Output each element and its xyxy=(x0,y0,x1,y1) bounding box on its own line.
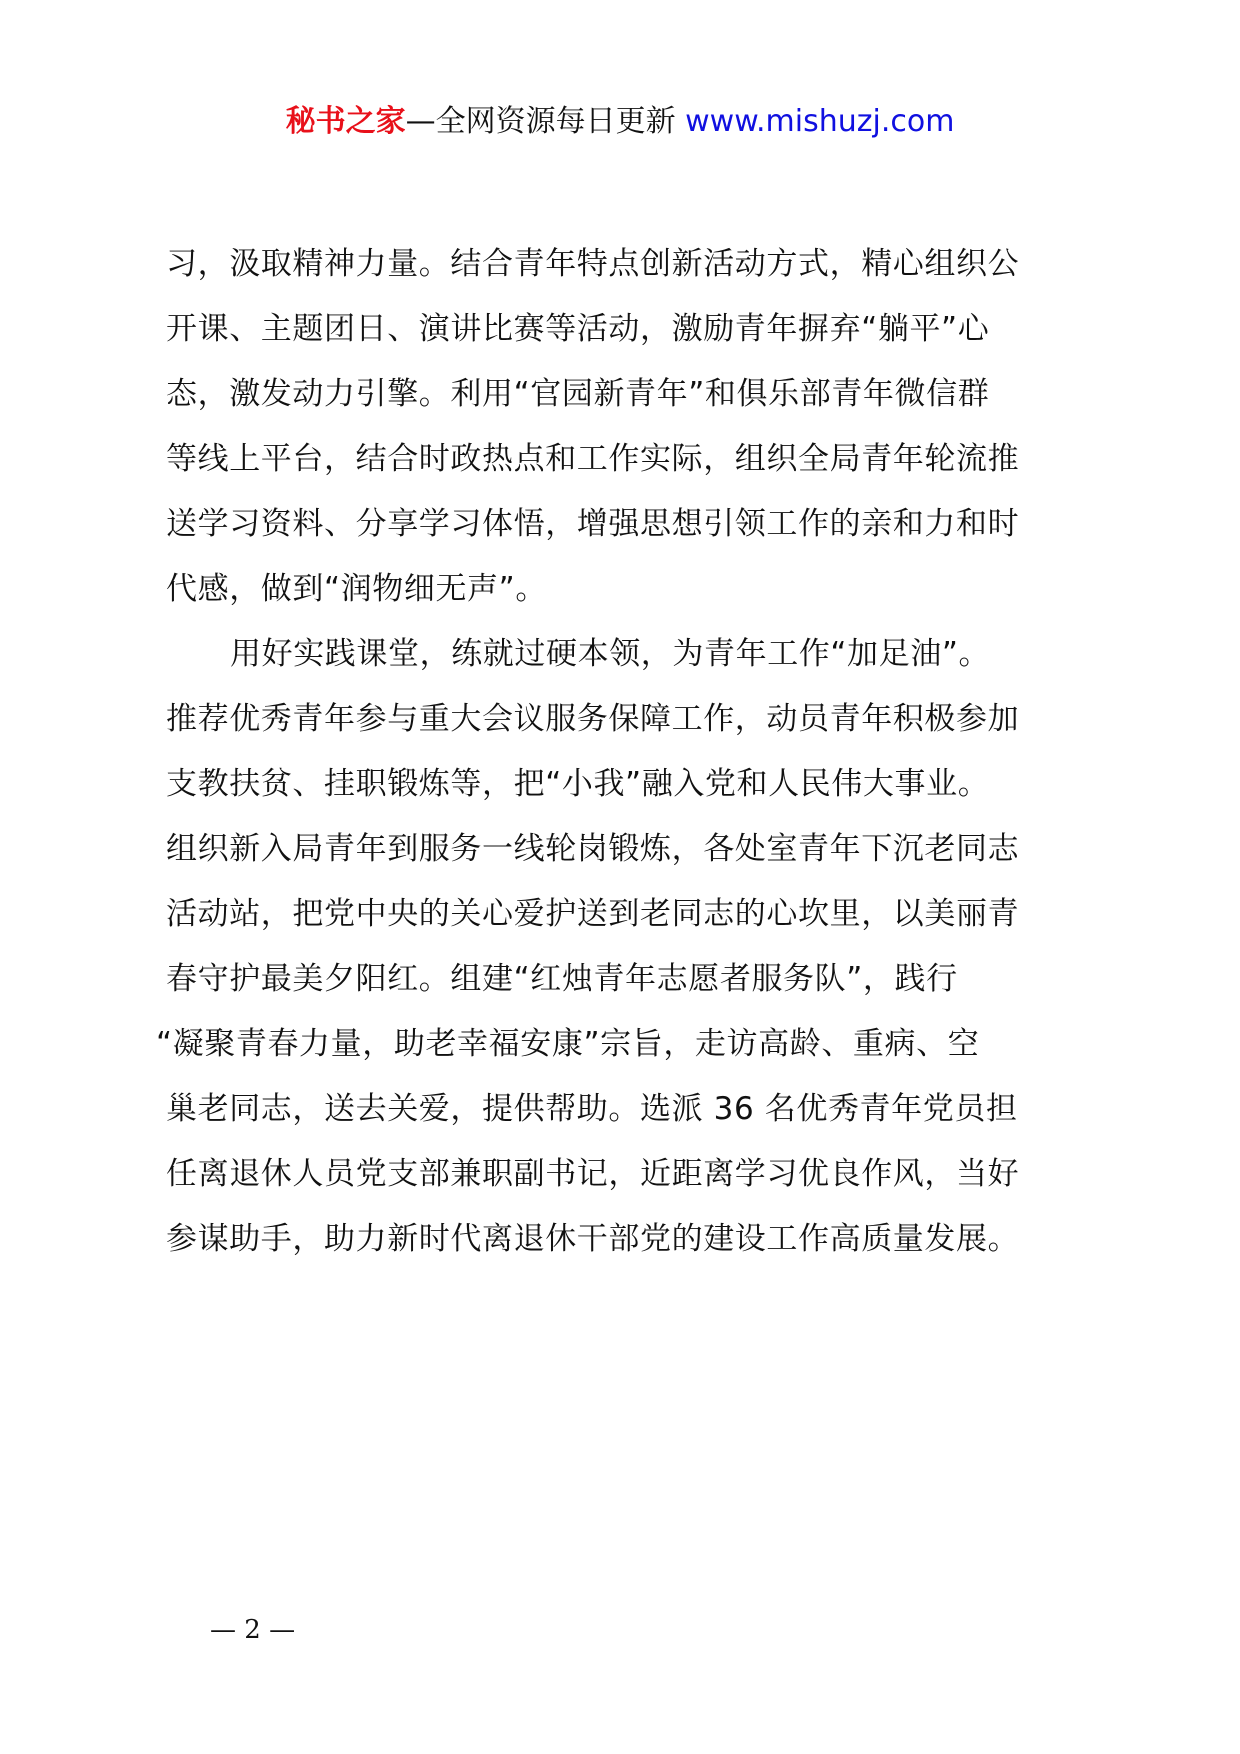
header-brand: 秘书之家 xyxy=(285,104,406,139)
body-line: 组织新入局青年到服务一线轮岗锻炼，各处室青年下沉老同志 xyxy=(166,831,1020,867)
body-line: 支教扶贫、挂职锻炼等，把“小我”融入党和人民伟大事业。 xyxy=(166,766,990,802)
body-line: 送学习资料、分享学习体悟，增强思想引领工作的亲和力和时 xyxy=(166,506,1020,542)
body-line: “凝聚青春力量，助老幸福安康”宗旨，走访高龄、重病、空 xyxy=(156,1026,980,1062)
paragraph-heading-line: 用好实践课堂，练就过硬本领，为青年工作“加足油”。 xyxy=(230,636,991,672)
body-line: 春守护最美夕阳红。组建“红烛青年志愿者服务队”，践行 xyxy=(166,961,958,997)
body-line: 开课、主题团日、演讲比赛等活动，激励青年摒弃“躺平”心 xyxy=(166,311,990,347)
body-line: 任离退休人员党支部兼职副书记，近距离学习优良作风，当好 xyxy=(166,1156,1020,1192)
header-url-link[interactable]: www.mishuzj.com xyxy=(685,104,955,139)
body-line: 巢老同志，送去关爱，提供帮助。选派 36 名优秀青年党员担 xyxy=(166,1091,1018,1127)
body-line: 参谋助手，助力新时代离退休干部党的建设工作高质量发展。 xyxy=(166,1221,1020,1257)
body-line: 活动站，把党中央的关心爱护送到老同志的心坎里，以美丽青 xyxy=(166,896,1020,932)
body-line: 习，汲取精神力量。结合青年特点创新活动方式，精心组织公 xyxy=(166,246,1020,282)
body-line: 等线上平台，结合时政热点和工作实际，组织全局青年轮流推 xyxy=(166,441,1020,477)
body-line: 推荐优秀青年参与重大会议服务保障工作，动员青年积极参加 xyxy=(166,701,1020,737)
page-number: — 2 — xyxy=(210,1615,296,1645)
document-body xyxy=(156,232,1096,1272)
header-tagline: —全网资源每日更新 xyxy=(405,104,676,139)
page-header xyxy=(0,100,1240,144)
body-line: 态，激发动力引擎。利用“官园新青年”和俱乐部青年微信群 xyxy=(166,376,990,412)
body-line: 代感，做到“润物细无声”。 xyxy=(166,571,547,607)
